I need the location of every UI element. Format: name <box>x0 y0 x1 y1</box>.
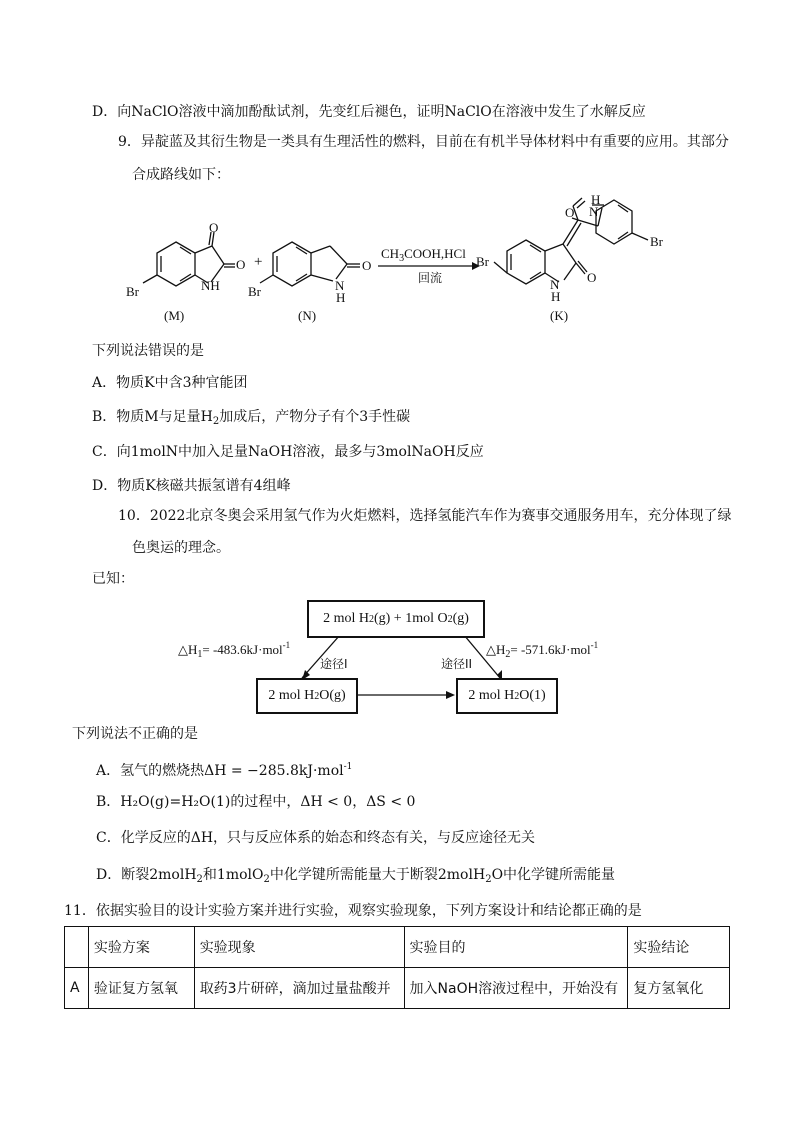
q9-question: 下列说法错误的是 <box>92 343 204 359</box>
k-left-bromine: Br <box>476 254 489 269</box>
q11-experiment-table <box>64 926 730 1009</box>
k-compound-label: (K) <box>550 308 569 323</box>
q10-known: 已知： <box>92 571 134 587</box>
q10-stem-line1: 10．2022北京冬奥会采用氢气作为火炬燃料，选择氢能汽车作为赛事交通服务用车，充分体现了绿 <box>118 508 732 524</box>
q10-option-c: C．化学反应的ΔH，只与反应体系的始态和终态有关，与反应途径无关 <box>96 830 536 846</box>
k-upper-hydrogen: H <box>591 192 601 207</box>
table-cell: 取药3片研碎，滴加过量盐酸并 <box>194 968 404 1009</box>
molecule-n-structure <box>260 242 360 286</box>
n-bromine: Br <box>248 284 261 299</box>
table-cell: A <box>65 968 89 1009</box>
q9-option-b: B．物质M与足量$H_2$加成后，产物分子有个3手性碳 <box>92 409 411 427</box>
table-header-cell: 实验结论 <box>628 927 730 968</box>
k-right-bromine: Br <box>650 234 663 249</box>
q10-option-b: B．H₂O(g)=H₂O(1)的过程中，ΔH < 0，ΔS < 0 <box>96 794 416 810</box>
table-header-cell: 实验方案 <box>88 927 194 968</box>
delta-h1-label: $\triangle H_1= -483.6kJ\cdot mol^{-1}$ <box>178 640 291 660</box>
n-amide-oxygen: O <box>362 258 372 273</box>
q9-option-a: A．物质K中含3种官能团 <box>92 375 248 391</box>
q9-option-d: D．物质K核磁共振氢谱有4组峰 <box>92 478 291 494</box>
path1-label: 途径I <box>320 657 348 671</box>
path2-label: 途径II <box>441 657 473 671</box>
k-upper-oxygen: O <box>565 205 575 220</box>
m-compound-label: (M) <box>164 308 185 323</box>
water-gas-box: 2 mol H 2 O(g) <box>256 678 358 714</box>
q10-option-a: A．氢气的燃烧热ΔH = −285.8kJ·mol$^{-1}$ <box>96 762 353 779</box>
q8-option-d: D．向NaClO溶液中滴加酚酞试剂，先变红后褪色，证明NaClO在溶液中发生了水解反应 <box>92 104 646 120</box>
table-cell: 复方氢氧化 <box>628 968 730 1009</box>
m-bromine: Br <box>126 284 139 299</box>
k-upper-nitrogen: N <box>589 204 599 219</box>
table-header-cell: 实验目的 <box>404 927 628 968</box>
delta-h2-label: $\triangle H_2= -571.6kJ\cdot mol^{-1}$ <box>486 640 599 660</box>
plus-sign: + <box>254 254 263 270</box>
m-amide-oxygen: O <box>236 257 246 272</box>
m-nh: NH <box>201 278 220 293</box>
initial-state-box: 2 mol H 2 (g) + 1mol O 2 (g) <box>307 600 485 638</box>
water-liquid-box: 2 mol H 2 O(1) <box>456 678 558 714</box>
n-nitrogen: N <box>335 278 345 293</box>
k-lower-nitrogen: N <box>550 277 560 292</box>
table-row <box>65 968 730 1009</box>
table-header-row <box>65 927 730 968</box>
table-cell: 验证复方氢氧 <box>88 968 194 1009</box>
reaction-reagent: $CH_3COOH,HCl$ <box>381 246 466 264</box>
reaction-condition: 回流 <box>418 271 443 285</box>
enthalpy-diagram <box>0 598 793 716</box>
q10-option-d: D．断裂2molH$_2$和1molO$_2$中化学键所需能量大于断裂2molH$_2$O中化学键所需能量 <box>96 867 616 885</box>
table-header-cell: 实验现象 <box>194 927 404 968</box>
n-hydrogen: H <box>336 290 346 305</box>
reaction-scheme <box>0 190 793 330</box>
k-lower-oxygen: O <box>587 270 597 285</box>
q9-stem-line2: 合成路线如下： <box>132 167 230 183</box>
q11-stem: 11．依据实验目的设计实验方案并进行实验，观察实验现象，下列方案设计和结论都正确的是 <box>64 903 642 919</box>
q10-question: 下列说法不正确的是 <box>72 726 198 742</box>
q9-stem-line1: 9．异靛蓝及其衍生物是一类具有生理活性的燃料，目前在有机半导体材料中有重要的应用。其部分 <box>118 134 729 150</box>
k-lower-hydrogen: H <box>551 289 561 304</box>
molecule-m-structure <box>143 232 235 286</box>
q10-stem-line2: 色奥运的理念。 <box>132 540 230 556</box>
table-cell: 加入NaOH溶液过程中，开始没有 <box>404 968 628 1009</box>
table-header-cell <box>65 927 89 968</box>
m-ketone-oxygen: O <box>209 220 219 235</box>
q9-option-c: C．向1molN中加入足量NaOH溶液，最多与3molNaOH反应 <box>92 444 484 460</box>
n-compound-label: (N) <box>298 308 317 323</box>
